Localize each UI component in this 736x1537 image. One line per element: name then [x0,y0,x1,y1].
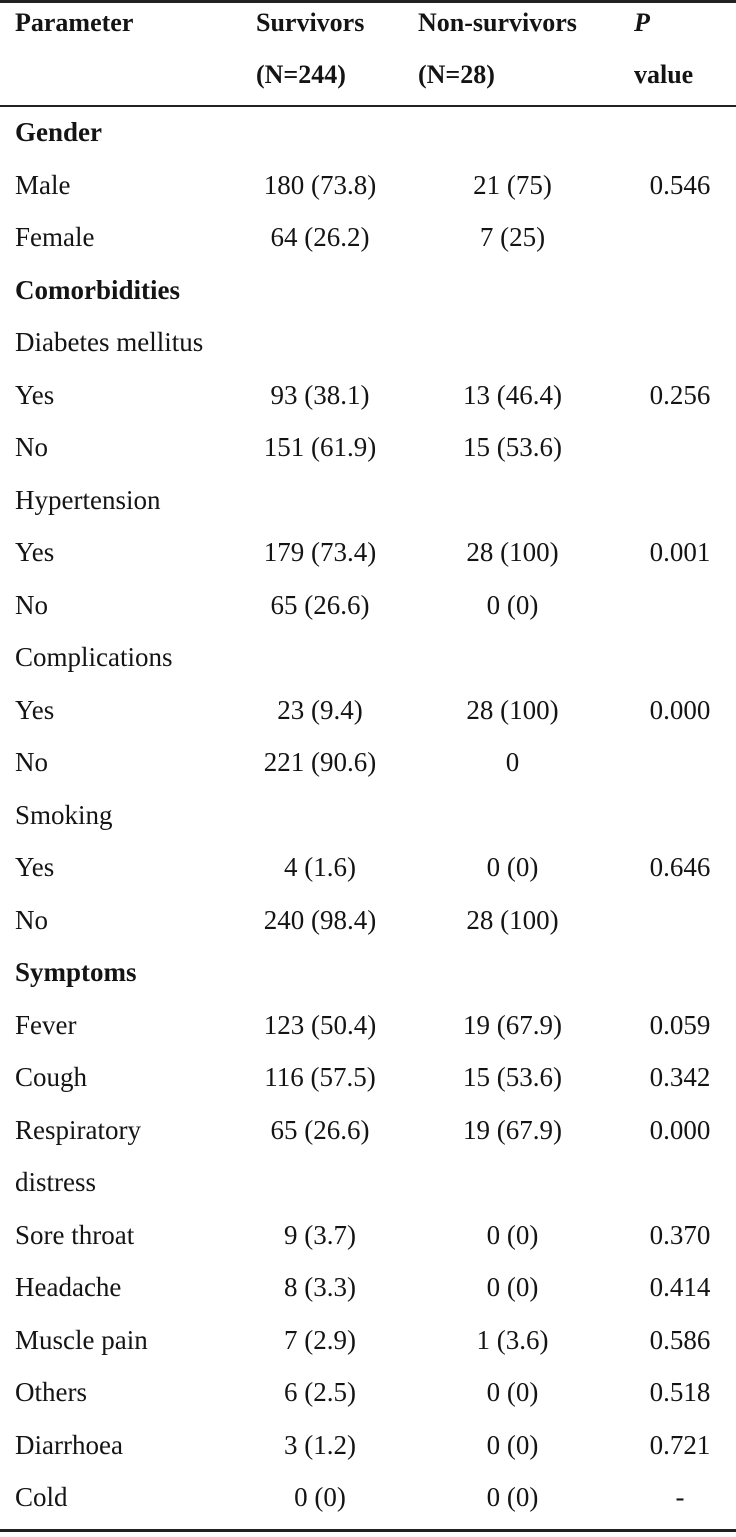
cell-survivors: 179 (73.4) [263,537,377,567]
cell-non-survivors: 15 (53.6) [463,1062,562,1092]
header-parameter: Parameter [15,8,134,37]
header-survivors-n: (N=244) [256,60,346,89]
cell-parameter: Sore throat [15,1219,135,1250]
cell-parameter: Cough [15,1062,88,1092]
cell-p-value: 0.000 [649,1114,711,1145]
section-row [0,264,736,316]
cell-non-survivors: 28 (100) [466,537,559,567]
table-row [0,211,736,263]
cell-non-survivors: 0 (0) [486,1219,539,1250]
table-row [0,1419,736,1471]
table-row [0,579,736,631]
cell-survivors: 9 (3.7) [284,1219,356,1250]
table-row [0,1261,736,1313]
cell-parameter: Headache [15,1272,122,1302]
table-row [0,736,736,788]
cell-non-survivors: 7 (25) [479,222,546,252]
cell-survivors: 7 (2.9) [284,1324,356,1355]
table-row [0,1156,736,1208]
bottom-rule [0,1529,736,1532]
cell-parameter: Smoking [15,799,113,830]
cell-survivors: 4 (1.6) [284,852,356,882]
table-row [0,369,736,421]
table-row [0,159,736,211]
cell-parameter: No [15,747,48,777]
cell-p-value: 0.256 [649,379,711,410]
cell-non-survivors: 0 (0) [486,1482,539,1512]
cell-survivors: 23 (9.4) [277,694,363,725]
cell-p-value: 0.586 [649,1324,711,1355]
cell-parameter: Symptoms [15,957,137,987]
table-row [0,684,736,736]
cell-survivors: 221 (90.6) [263,747,377,777]
cell-parameter: Diarrhoea [15,1429,123,1460]
cell-parameter: Others [15,1377,87,1407]
cell-non-survivors: 0 [505,747,520,777]
section-row [0,946,736,998]
cell-non-survivors: 13 (46.4) [463,379,562,410]
cell-p-value: 0.059 [649,1009,711,1040]
table-row [0,421,736,473]
cell-p-value: 0.001 [649,537,711,567]
cell-parameter: Diabetes mellitus [15,327,204,357]
top-rule [0,0,736,3]
section-row [0,106,736,158]
cell-survivors: 6 (2.5) [284,1377,356,1407]
cell-survivors: 0 (0) [294,1482,346,1512]
table-row [0,1104,736,1156]
cell-survivors: 151 (61.9) [263,432,377,462]
table-row [0,894,736,946]
cell-parameter: No [15,904,48,935]
header-non-survivors-n: (N=28) [418,60,495,89]
cell-survivors: 123 (50.4) [263,1009,377,1040]
cell-parameter: No [15,589,48,620]
table-row [0,1051,736,1103]
header-p-value: value [634,60,694,89]
cell-p-value: 0.546 [649,169,711,200]
cell-survivors: 64 (26.2) [270,222,370,252]
cell-non-survivors: 0 (0) [486,852,539,882]
cell-parameter: distress [15,1167,96,1197]
cell-parameter: Comorbidities [15,274,180,305]
cell-non-survivors: 28 (100) [466,694,559,725]
cell-non-survivors: 0 (0) [486,589,539,620]
table-row [0,789,736,841]
header-survivors: Survivors [256,8,365,37]
cell-parameter: Complications [15,642,173,672]
cell-parameter: Gender [15,117,102,147]
cell-p-value: - [675,1482,685,1512]
cell-parameter: Male [15,169,71,200]
cell-survivors: 8 (3.3) [284,1272,356,1302]
cell-non-survivors: 21 (75) [473,169,552,200]
cell-survivors: 65 (26.6) [270,589,370,620]
cell-p-value: 0.518 [649,1377,711,1407]
cell-survivors: 116 (57.5) [264,1062,376,1092]
cell-survivors: 65 (26.6) [270,1114,370,1145]
cell-non-survivors: 19 (67.9) [463,1114,562,1145]
cell-parameter: No [15,432,48,462]
cell-non-survivors: 19 (67.9) [463,1009,562,1040]
header-non-survivors: Non-survivors [418,8,577,37]
cell-parameter: Yes [15,537,55,567]
table-row [0,999,736,1051]
cell-non-survivors: 1 (3.6) [476,1324,549,1355]
cell-p-value: 0.342 [649,1062,711,1092]
header-p: P [634,8,650,37]
cell-p-value: 0.414 [649,1272,711,1302]
cell-non-survivors: 0 (0) [486,1429,539,1460]
cell-parameter: Yes [15,379,55,410]
cell-parameter: Hypertension [15,484,161,515]
cell-parameter: Fever [15,1009,77,1040]
cell-survivors: 180 (73.8) [263,169,377,200]
cell-parameter: Respiratory [15,1114,141,1145]
table-row [0,316,736,368]
cell-p-value: 0.721 [649,1429,711,1460]
cell-p-value: 0.000 [649,694,711,725]
cell-parameter: Yes [15,694,55,725]
table-row [0,1471,736,1523]
cell-survivors: 3 (1.2) [284,1429,356,1460]
cell-non-survivors: 0 (0) [486,1377,539,1407]
table-row [0,526,736,578]
cell-parameter: Yes [15,852,55,882]
table-row [0,1209,736,1261]
cell-parameter: Cold [15,1482,68,1512]
table-row [0,474,736,526]
cell-survivors: 93 (38.1) [270,379,370,410]
cell-non-survivors: 28 (100) [466,904,559,935]
cell-p-value: 0.370 [649,1219,711,1250]
cell-parameter: Muscle pain [15,1324,148,1355]
table-row [0,1366,736,1418]
cell-parameter: Female [15,222,95,252]
table-row [0,631,736,683]
table-row [0,841,736,893]
cell-survivors: 240 (98.4) [263,904,377,935]
cell-non-survivors: 15 (53.6) [463,432,562,462]
cell-non-survivors: 0 (0) [486,1272,539,1302]
cell-p-value: 0.646 [649,852,711,882]
table-row [0,1314,736,1366]
